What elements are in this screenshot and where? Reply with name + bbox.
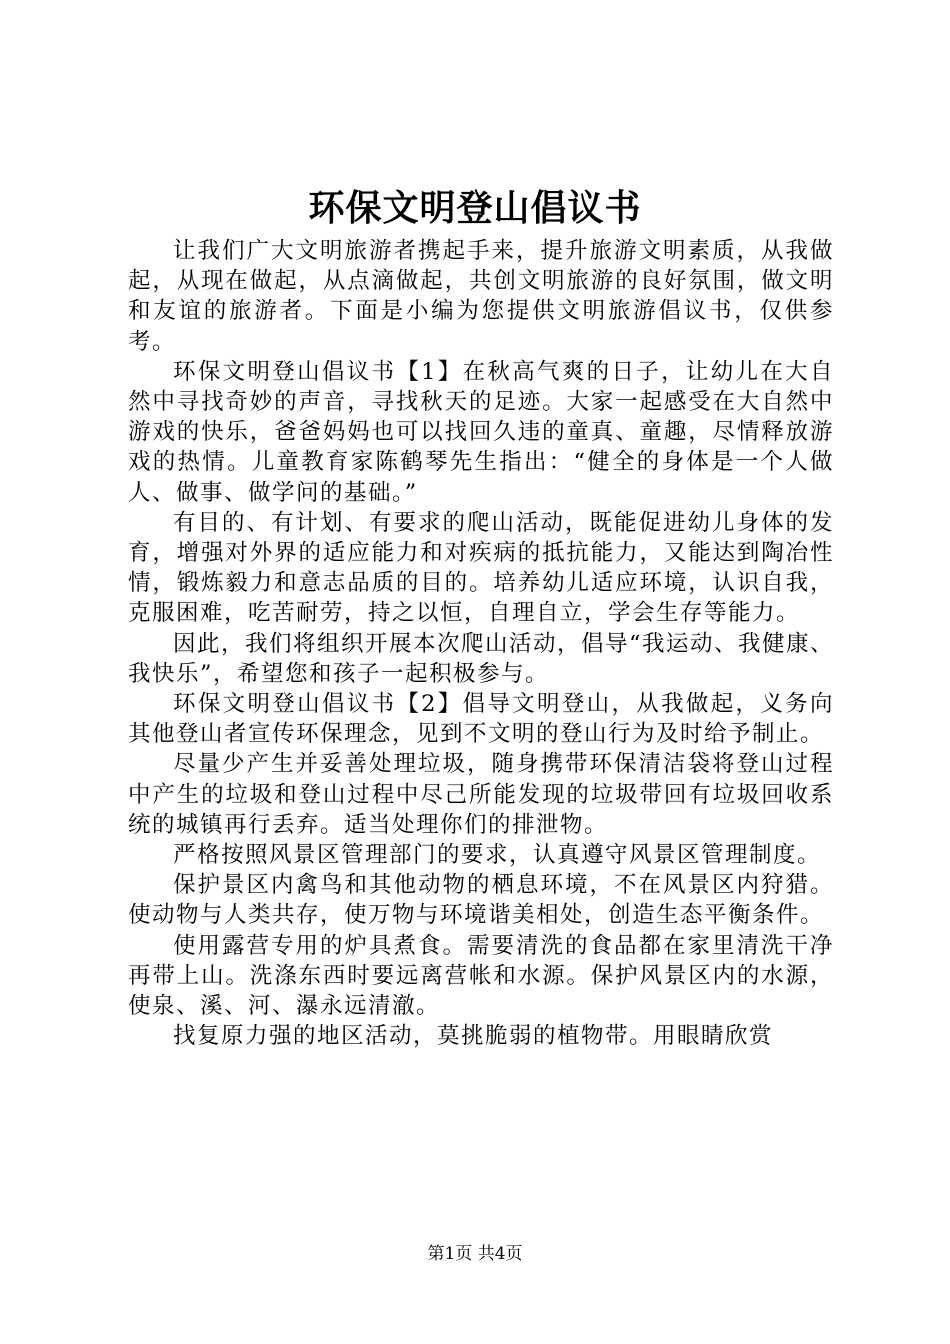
document-body	[128, 236, 834, 1051]
page-footer: 第1页 共4页	[427, 1244, 523, 1264]
paragraph: 找复原力强的地区活动，莫挑脆弱的植物带。用眼睛欣赏	[173, 1023, 774, 1050]
paragraph: 因此，我们将组织开展本次爬山活动，倡导“我运动、我健康、我快乐”，希望您和孩子一起积极参与。	[128, 630, 835, 687]
document-title: 环保文明登山倡议书	[308, 187, 642, 229]
paragraph: 尽量少产生并妥善处理垃圾，随身携带环保清洁袋将登山过程中产生的垃圾和登山过程中尽己所能发现的垃圾带回有垃圾回收系统的城镇再行丢弃。适当处理你们的排泄物。	[128, 751, 834, 838]
paragraph: 让我们广大文明旅游者携起手来，提升旅游文明素质，从我做起，从现在做起，从点滴做起，共创文明旅游的良好氛围，做文明和友谊的旅游者。下面是小编为您提供文明旅游倡议书，仅供参考。	[128, 238, 834, 355]
paragraph: 环保文明登山倡议书【2】倡导文明登山，从我做起，义务向其他登山者宣传环保理念，见到不文明的登山行为及时给予制止。	[128, 691, 834, 748]
paragraph: 环保文明登山倡议书【1】在秋高气爽的日子，让幼儿在大自然中寻找奇妙的声音，寻找秋天的足迹。大家一起感受在大自然中游戏的快乐，爸爸妈妈也可以找回久违的童真、童趣，尽情释放游戏的热情。儿童教育家陈鹤琴先生指出：“健全的身体是一个人做人、做事、做学问的基础。”	[128, 358, 834, 506]
paragraph: 严格按照风景区管理部门的要求，认真遵守风景区管理制度。	[173, 842, 822, 869]
paragraph: 使用露营专用的炉具煮食。需要清洗的食品都在家里清洗干净再带上山。洗涤东西时要远离营帐和水源。保护风景区内的水源，使泉、溪、河、瀑永远清澈。	[128, 932, 834, 1020]
paragraph: 有目的、有计划、有要求的爬山活动，既能促进幼儿身体的发育，增强对外界的适应能力和对疾病的抵抗能力，又能达到陶冶性情，锻炼毅力和意志品质的目的。培养幼儿适应环境，认识自我，克服困难，吃苦耐劳，持之以恒，自理自立，学会生存等能力。	[128, 509, 834, 627]
paragraph: 保护景区内禽鸟和其他动物的栖息环境，不在风景区内狩猎。使动物与人类共存，使万物与环境谐美相处，创造生态平衡条件。	[128, 872, 834, 929]
